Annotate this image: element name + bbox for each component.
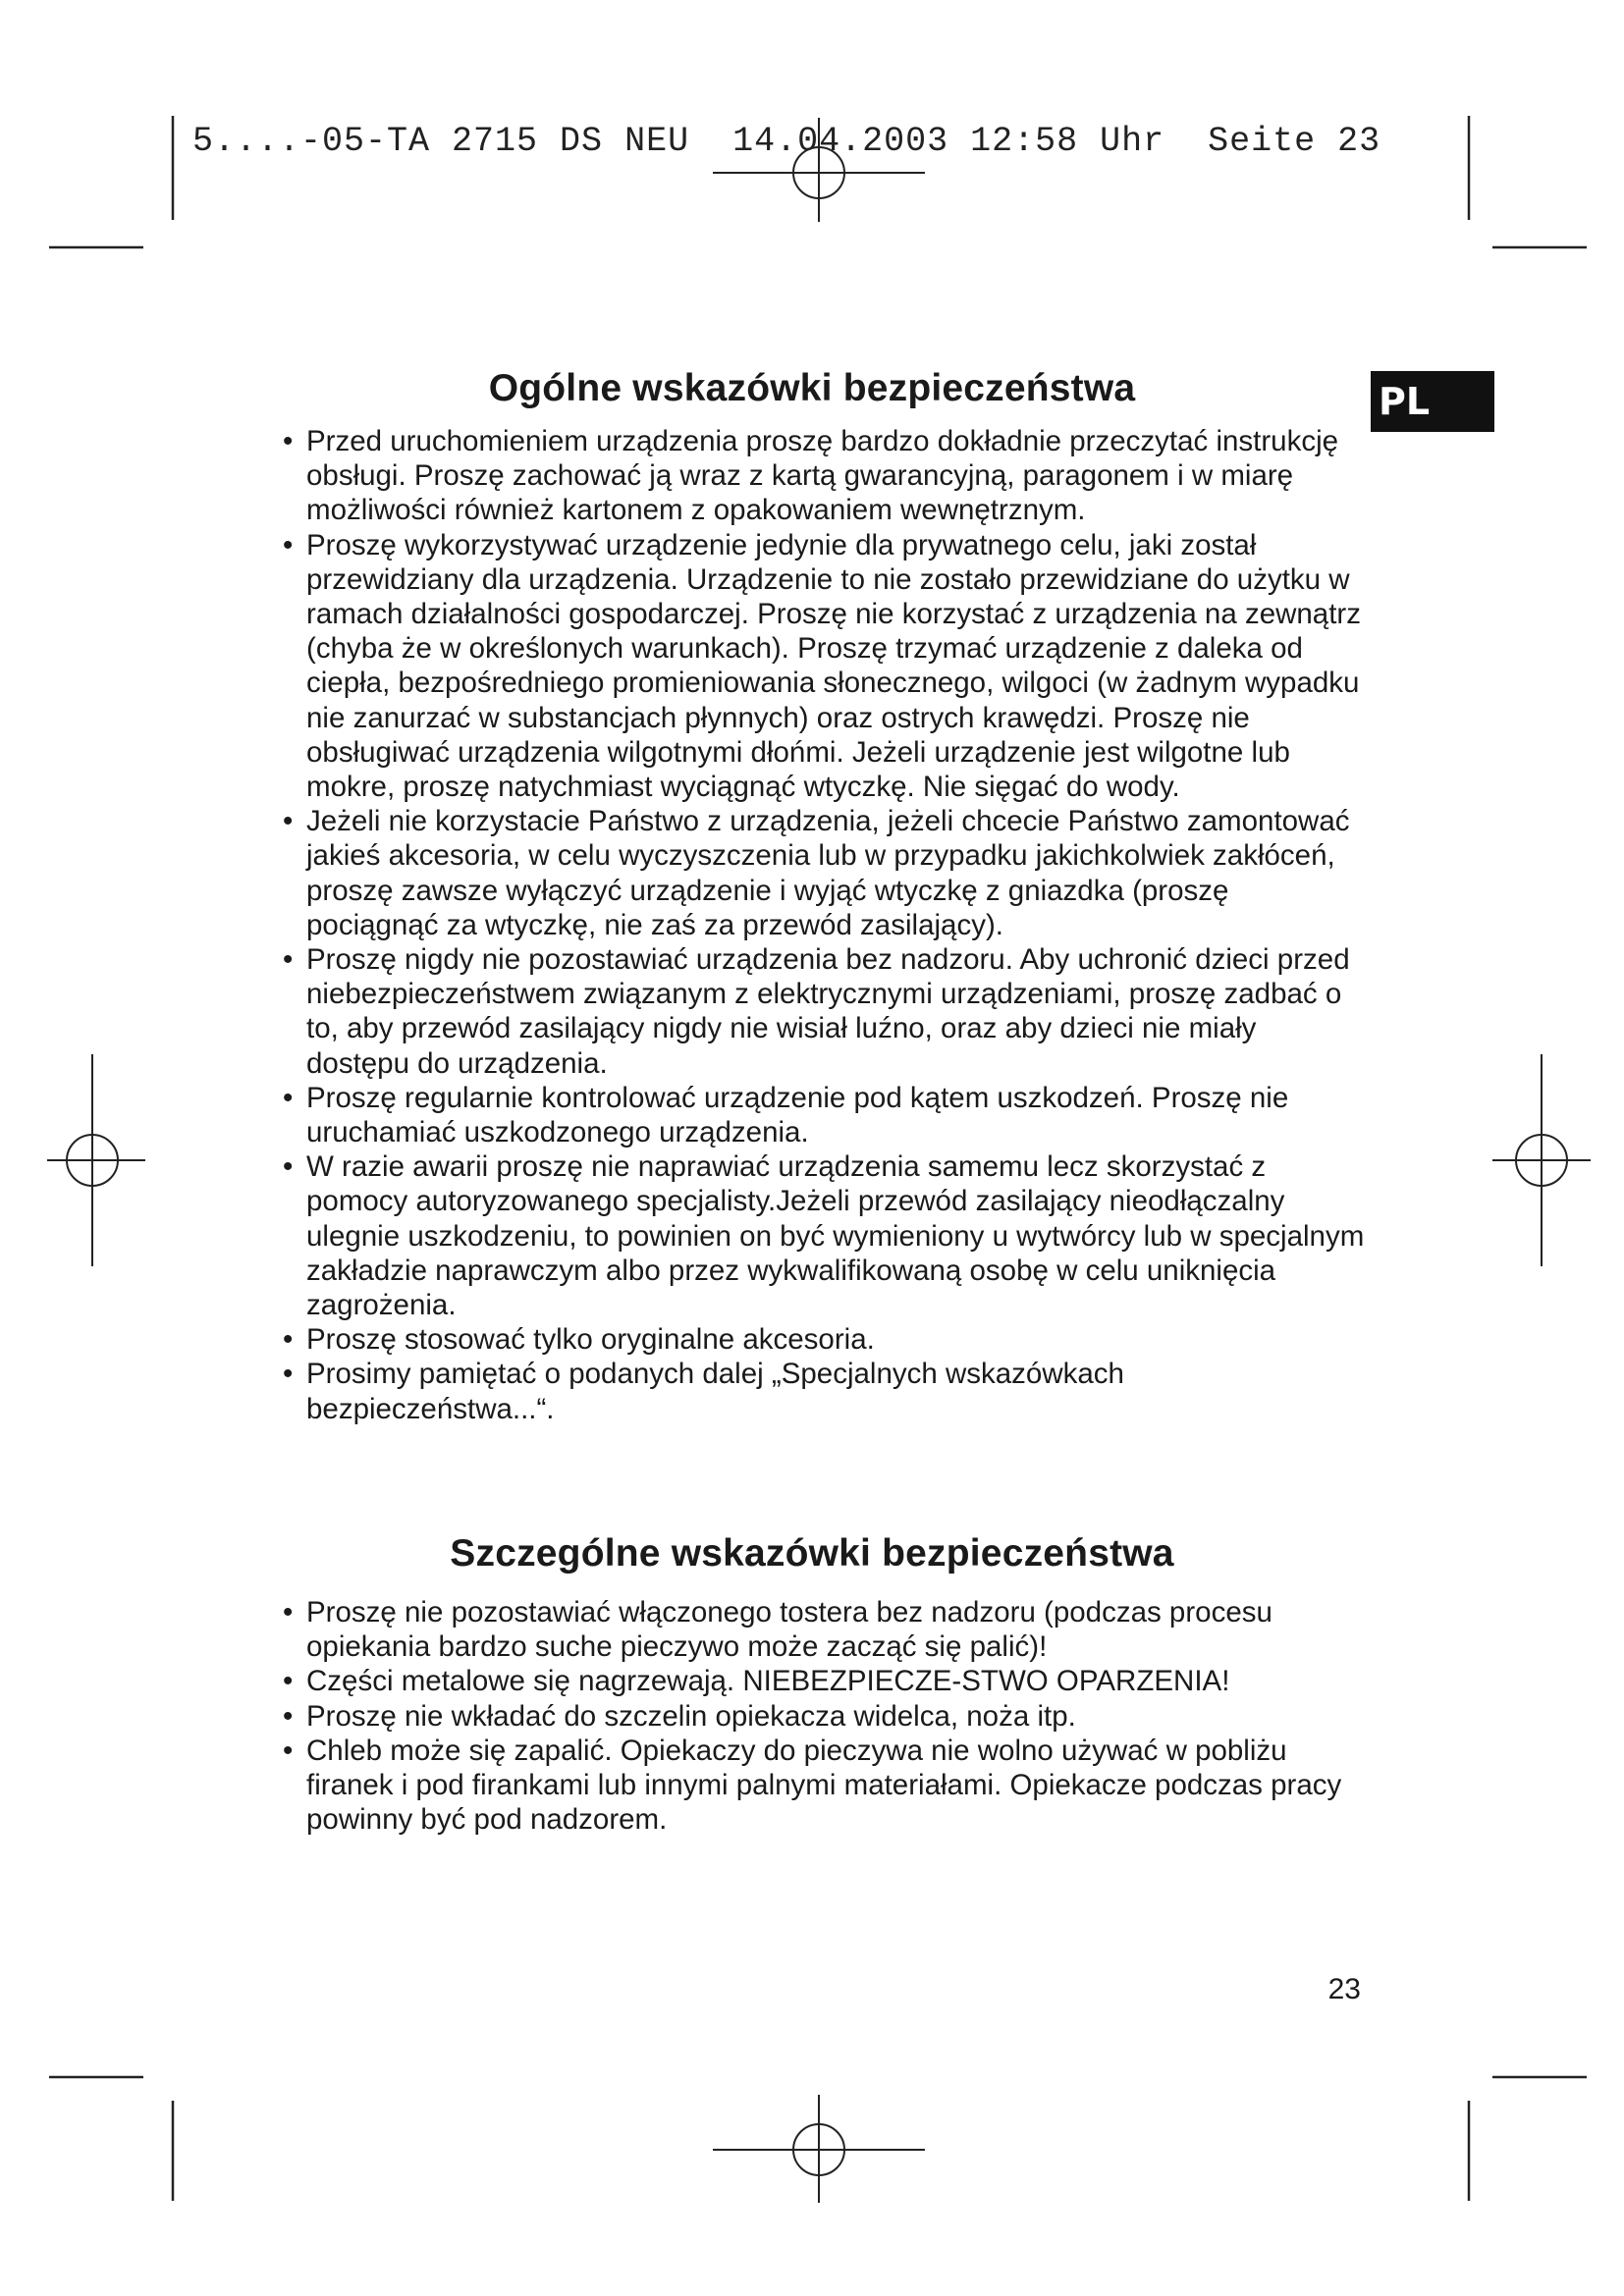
special-safety-section [257, 1530, 1367, 1837]
list-item: • Proszę nie wkładać do szczelin opiekacza widelca, noża itp. [257, 1699, 1367, 1734]
language-tab: PL [1371, 371, 1494, 432]
list-item: • Jeżeli nie korzystacie Państwo z urządzenia, jeżeli chcecie Państwo zamontować jakieś akcesoria, w celu wyczyszczenia lub w przypadku jakichkolwiek zakłóceń, proszę zawsze wyłączyć urządzenie i wyjąć wtyczkę z gniazdka (proszę pociągnąć za wtyczkę, nie zaś za przewód zasilający). [257, 804, 1367, 942]
list-item: • Proszę regularnie kontrolować urządzenie pod kątem uszkodzeń. Proszę nie uruchamiać uszkodzonego urządzenia. [257, 1081, 1367, 1149]
general-safety-section [257, 365, 1367, 1426]
section-title-special-safety: Szczególne wskazówki bezpieczeństwa [450, 1532, 1174, 1575]
list-item: • Proszę nie pozostawiać włączonego tostera bez nadzoru (podczas procesu opiekania bardzo suche pieczywo może zacząć się palić)! [257, 1595, 1367, 1664]
list-item: • Przed uruchomieniem urządzenia proszę bardzo dokładnie przeczytać instrukcję obsługi. Proszę zachować ją wraz z kartą gwarancyjną, paragonem i w miarę możliwości również kartonem z opakowaniem wewnętrznym. [257, 424, 1367, 528]
registration-mark-right [1492, 1054, 1591, 1266]
registration-mark-bottom [713, 2095, 925, 2203]
section-title-general-safety: Ogólne wskazówki bezpieczeństwa [488, 367, 1136, 409]
list-item: • Proszę wykorzystywać urządzenie jedynie dla prywatnego celu, jaki został przewidziany dla urządzenia. Urządzenie to nie zostało przewidziane do użytku w ramach działalności gospodarczej. Proszę nie korzystać z urządzenia na zewnątrz (chyba że w określonych warunkach). Proszę trzymać urządzenie z daleka od ciepła, bezpośredniego promieniowania słonecznego, wilgoci (w żadnym wypadku nie zanurzać w substancjach płynnych) oraz ostrych krawędzi. Proszę nie obsługiwać urządzenia wilgotnymi dłońmi. Jeżeli urządzenie jest wilgotne lub mokre, proszę natychmiast wyciągnąć wtyczkę. Nie sięgać do wody. [257, 528, 1367, 805]
print-header: 5....-05-TA 2715 DS NEU 14.04.2003 12:58 Uhr Seite 23 [192, 122, 1381, 161]
list-item: • Prosimy pamiętać o podanych dalej „Specjalnych wskazówkach bezpieczeństwa...“. [257, 1357, 1367, 1425]
list-item: • Proszę stosować tylko oryginalne akcesoria. [257, 1322, 1367, 1357]
list-item: • Proszę nigdy nie pozostawiać urządzenia bez nadzoru. Aby uchronić dzieci przed niebezpieczeństwem związanym z elektrycznymi urządzeniami, proszę zadbać o to, aby przewód zasilający nigdy nie wisiał luźno, oraz aby dzieci nie miały dostępu do urządzenia. [257, 942, 1367, 1081]
list-item: • Części metalowe się nagrzewają. NIEBEZPIECZE-STWO OPARZENIA! [257, 1664, 1367, 1698]
list-item: • Chleb może się zapalić. Opiekaczy do pieczywa nie wolno używać w pobliżu firanek i pod firankami lub innymi palnymi materiałami. Opiekacze podczas pracy powinny być pod nadzorem. [257, 1734, 1367, 1838]
general-safety-list [257, 424, 1367, 1426]
page-number: 23 [1327, 1973, 1361, 2005]
list-item: • W razie awarii proszę nie naprawiać urządzenia samemu lecz skorzystać z pomocy autoryzowanego specjalisty.Jeżeli przewód zasilający nieodłączalny ulegnie uszkodzeniu, to powinien on być wymieniony u wytwórcy lub w specjalnym zakładzie naprawczym albo przez wykwalifikowaną osobę w celu uniknięcia zagrożenia. [257, 1149, 1367, 1322]
registration-mark-left [47, 1054, 145, 1266]
special-safety-list [257, 1595, 1367, 1837]
